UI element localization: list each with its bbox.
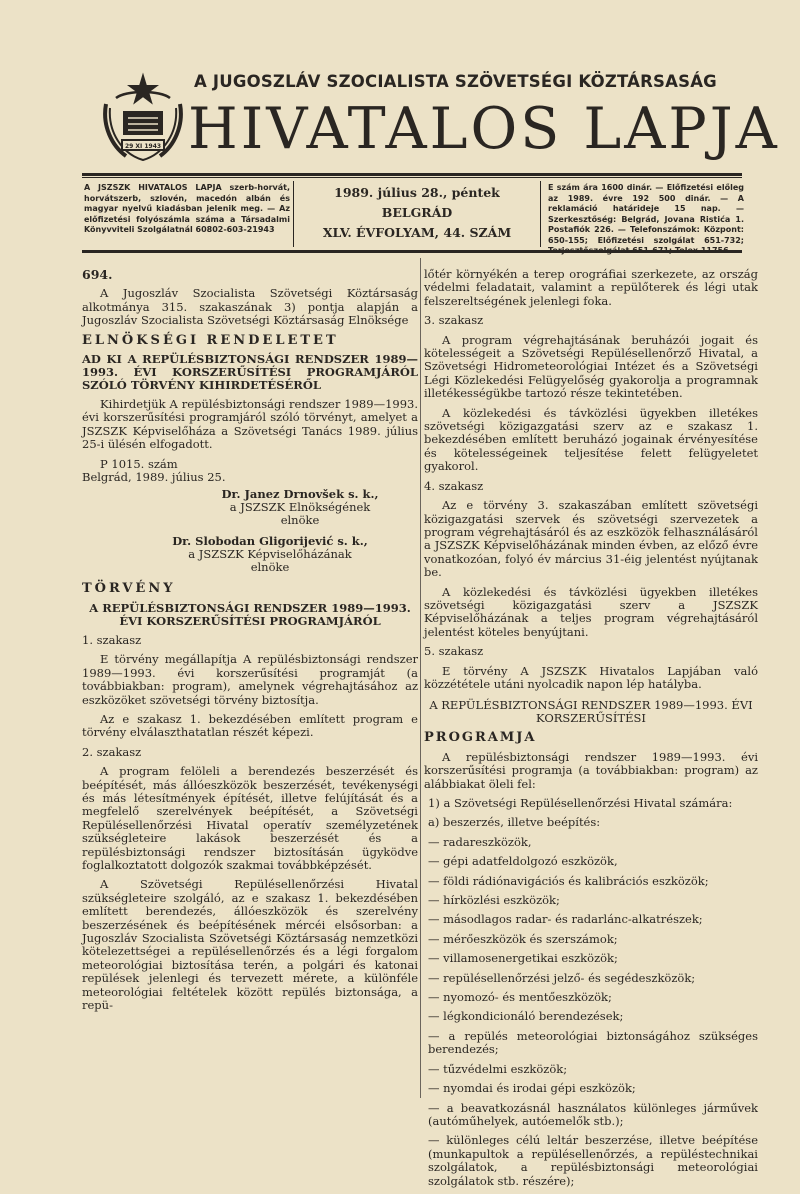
header-divider <box>540 181 541 247</box>
list-item: — földi rádiónavigációs és kalibrációs eszközök; <box>428 873 709 888</box>
continued-text: lőtér környékén a terep orográfiai szerkezete, az ország védelmi feladatait, valamint a repülőterek és légi utak felszereltségének jelenlegi foka. <box>424 267 758 308</box>
header-price-note: E szám ára 1600 dinár. — Előfizetési előleg az 1989. évre 192 500 dinár. — A reklamáció határideje 15 nap. — Szerkesztőség: Belgrád, Jovana Ristića 1. Postafiók 226. — Telefonszámok: Központ: 650-155; Előfizetési szolgálat 651-732; <box>548 183 744 245</box>
gazette-title: HIVATALOS LAPJA <box>188 96 780 162</box>
section-4-para-2: A közlekedési és távközlési ügyekben illetékes szövetségi közigazgatási szerv a JSZSZK Képviselőházának a teljes program végrehajtásáról jelentést köteles benyújtani. <box>424 584 758 639</box>
issue-date: 1989. július 28., péntek <box>334 185 500 200</box>
column-divider <box>420 258 421 1098</box>
place-date: Belgrád, 1989. július 25. <box>82 470 226 485</box>
section-4-para-1: Az e törvény 3. szakaszában említett szövetségi közigazgatási szervek és szövetségi szervezetek a program végrehajtásáról és az eszközök felhasználásáról a JSZSZK Képviselőházának minden évben, az előző évre vonatkozóan, folyó év március 31-éig jelentést nyújtanak be. <box>424 498 758 580</box>
list-item: — mérőeszközök és szerszámok; <box>428 931 618 946</box>
header-rule <box>82 173 742 176</box>
right-column <box>424 268 758 1194</box>
item-number: 694. <box>82 267 113 282</box>
issue-volume: XLV. ÉVFOLYAM, 44. SZÁM <box>322 225 512 240</box>
header-issue-info <box>300 183 534 243</box>
left-column <box>82 268 418 1018</box>
header-publication-note: A JSZSZK HIVATALOS LAPJA szerb-horvát, horvátszerb, szlovén, macedón albán és magyar nyelvű kiadásban jelenik meg. — Az előfizetési folyószámla száma a Társadalmi Könyvviteli Szolgálatnál 60802-603-21943 <box>84 183 290 234</box>
decree-intro: A Jugoszláv Szocialista Szövetségi Köztársaság alkotmánya 315. szakaszának 3) pontja alapján a Jugoszláv Szocialista Szövetségi Köztársaság Elnöksége <box>82 286 418 328</box>
law-subtitle: A REPÜLÉSBIZTONSÁGI RENDSZER 1989—1993. ÉVI KORSZERŰSÍTÉSI PROGRAMJÁRÓL <box>89 600 411 628</box>
list-item: — nyomdai és irodai gépi eszközök; <box>428 1081 636 1096</box>
section-3-heading: 3. szakasz <box>424 313 484 328</box>
law-title: TÖRVÉNY <box>82 581 176 597</box>
section-5-para-1: E törvény A JSZSZK Hivatalos Lapjában való közzététele utáni nyolcadik napon lép hatályba. <box>424 663 758 691</box>
list-item: — különleges célú leltár beszerzése, illetve beépítése (munkapultok a repülésellenőrzés, a repüléstechnikai szolgálatok, a repülésbiztonsági meteorológiai szolgálatok stb. részére); <box>428 1133 758 1188</box>
emblem-date: 29 XI 1943 <box>124 143 162 150</box>
header-rule-thin <box>82 177 742 178</box>
header-bottom-rule <box>82 250 742 253</box>
list-item: — másodlagos radar- és radarlánc-alkatrészek; <box>428 912 703 927</box>
list-item: — tűzvédelmi eszközök; <box>428 1061 568 1076</box>
list-item: — a beavatkozásnál használatos különleges járművek (autóműhelyek, autóemelők stb.); <box>428 1100 758 1128</box>
list-item: — repülésellenőrzési jelző- és segédeszközök; <box>428 970 696 985</box>
program-item-1: 1) a Szövetségi Repülésellenőrzési Hivatal számára: <box>428 796 733 810</box>
section-4-heading: 4. szakasz <box>424 478 484 493</box>
list-item: — hírközlési eszközök; <box>428 893 560 908</box>
decree-title: ELNÖKSÉGI RENDELETET <box>82 332 339 348</box>
header-divider <box>293 181 294 247</box>
promulgation-text: Kihirdetjük A repülésbiztonsági rendszer 1989—1993. évi korszerűsítési programjáról szóló törvényt, amelyet a JSZSZK Képviselőháza a Szövetségi Tanács 1989. július 25-i ülésén elfogadott. <box>82 397 418 452</box>
signature-2 <box>82 535 418 574</box>
signatory-name: Dr. Slobodan Gligorijević s. k., <box>172 534 368 549</box>
signatory-role: elnöke <box>250 560 290 575</box>
list-item: — nyomozó- és mentőeszközök; <box>428 990 612 1005</box>
signatory-name: Dr. Janez Drnovšek s. k., <box>221 487 379 502</box>
signatory-title: a JSZSZK Képviselőházának <box>188 547 352 562</box>
list-item: — villamosenergetikai eszközök; <box>428 951 618 966</box>
section-3-para-2: A közlekedési és távközlési ügyekben illetékes szövetségi közigazgatási szerv az e szakasz 1. bekezdésében említett beruházó jogainak érvényesítése és kötelességeinek teljesítése felett felügyeletet gyakorol. <box>424 405 758 474</box>
section-2-para-2: A Szövetségi Repülésellenőrzési Hivatal szükségleteire szolgáló, az e szakasz 1. bekezdésében említett berendezés, állóeszközök és szerelvény beszerzésének és beépítésének mércéi elsősorban: a Jugoszláv Szocialista Szövetségi Köztársaság nemzetközi kötelezettségei a repülésellenőrzés és a légi forgalom meteorológiai biztosítása terén, a polgári és katonai repülések jelenlegi és tervezett mérete, a különféle meteorológiai feltételek között repülés biztonsága, a repü- <box>82 877 418 1013</box>
section-1-para-2: Az e szakasz 1. bekezdésében említett program e törvény elválaszthatatlan részét képezi. <box>82 711 418 740</box>
section-3-para-1: A program végrehajtásának beruházói jogait és kötelességeit a Szövetségi Repülésellenőrző Hivatal, a Szövetségi Hidrometeorológiai Intézet és a Szövetségi Légi Közlekedési Felügyelőség gyakorolja a programnak illetékességükbe tartozó része tekintetében. <box>424 332 758 401</box>
list-item: — gépi adatfeldolgozó eszközök, <box>428 854 618 869</box>
list-item: — légkondicionáló berendezések; <box>428 1009 624 1024</box>
program-bullet-list <box>424 836 758 1188</box>
program-heading: A REPÜLÉSBIZTONSÁGI RENDSZER 1989—1993. ÉVI KORSZERŰSÍTÉSI <box>429 698 753 726</box>
program-title: PROGRAMJA <box>424 730 537 746</box>
list-item: — radareszközök, <box>428 834 532 849</box>
decree-subtitle: AD KI A REPÜLÉSBIZTONSÁGI RENDSZER 1989—1993. ÉVI KORSZERŰSÍTÉSI PROGRAMJÁRÓL SZÓLÓ TÖRVÉNY KIHIRDETÉSÉRŐL <box>82 352 418 393</box>
program-intro: A repülésbiztonsági rendszer 1989—1993. évi korszerűsítési programja (a továbbiakban: program) az alábbiakat öleli fel: <box>424 749 758 791</box>
gazette-supertitle: A JUGOSZLÁV SZOCIALISTA SZÖVETSÉGI KÖZTÁRSASÁG <box>194 72 717 91</box>
section-1-para-1: E törvény megállapítja A repülésbiztonsági rendszer 1989—1993. évi korszerűsítési programját (a továbbiakban: program), amelynek végrehajtásához az eszközöket szövetségi törvény biztosítja. <box>82 652 418 707</box>
signatory-title: a JSZSZK Elnökségének <box>229 500 371 515</box>
state-emblem-icon <box>98 68 188 166</box>
section-2-heading: 2. szakasz <box>82 744 142 759</box>
issue-place: BELGRÁD <box>381 205 453 220</box>
program-item-1a: a) beszerzés, illetve beépítés: <box>428 815 601 830</box>
section-5-heading: 5. szakasz <box>424 644 484 659</box>
signature-1 <box>82 488 418 527</box>
signatory-role: elnöke <box>280 513 320 528</box>
section-1-heading: 1. szakasz <box>82 632 142 647</box>
list-item: — a repülés meteorológiai biztonságához szükséges berendezés; <box>428 1028 758 1057</box>
reference-number: P 1015. szám <box>100 456 178 471</box>
section-2-para-1: A program felöleli a berendezés beszerzését és beépítését, más állóeszközök beszerzését, tevékenységi és más létesítmények építését, illetve felújítását és a megfelelő szerelvények beépítését, a Szövetségi Repülésellenőrzési Hivatal operatív személyzetének szükségleteire lakások beszerzését és a repülésbiztonsági rendszer biztosításán ügyködve foglalkoztatott dolgozók szakmai továbbképzését. <box>82 764 418 872</box>
